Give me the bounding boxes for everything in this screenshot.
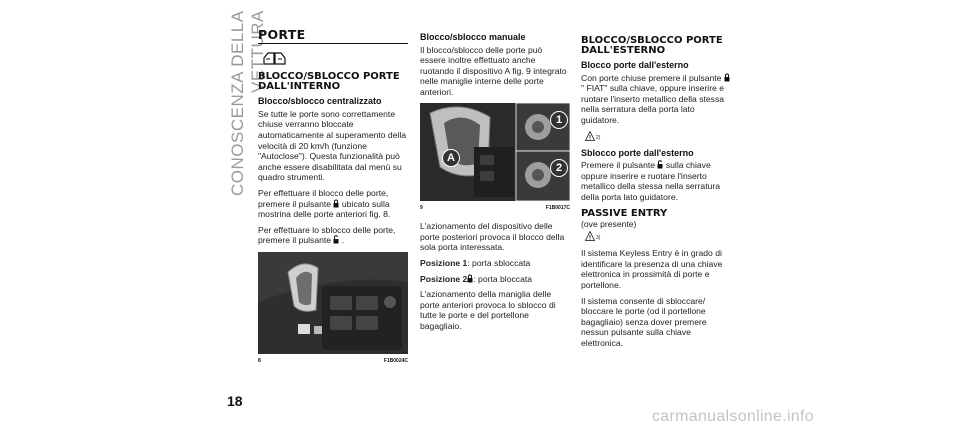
lock-outside-paragraph: [581, 73, 731, 126]
unlock-outside-paragraph: [581, 160, 731, 202]
figure-9-label-1: 1: [550, 111, 568, 129]
figure-9-label-a: A: [442, 149, 460, 167]
svg-text:!: !: [589, 135, 591, 141]
figure-8-door-panel: [258, 252, 408, 354]
position-1-label: Posizione 1: [420, 257, 468, 268]
figure-9-caption: [420, 203, 570, 214]
warning-icon: [585, 131, 601, 143]
subheading-lock-outside: Blocco porte dall'esterno: [581, 60, 689, 70]
column-2: [420, 30, 570, 337]
note-ref-2: 2): [596, 134, 601, 141]
keyless-paragraph-1: Il sistema Keyless Entry è in grado di identificare la presenza di una chiave elettronica in prossimità di porte e portellone.: [581, 248, 723, 290]
car-doors-icon: [262, 50, 408, 69]
title-rule: [258, 43, 408, 44]
subheading-manual-lock: Blocco/sblocco manuale: [420, 32, 526, 42]
unlock-icon: [657, 160, 663, 169]
unlock-outside-text-a: Premere il pulsante: [581, 160, 656, 171]
figure-8-code: F1B0024C: [383, 357, 408, 364]
subheading-central-lock: Blocco/sblocco centralizzato: [258, 96, 382, 107]
unlock-icon: [333, 235, 339, 244]
lock-paragraph: [258, 188, 408, 220]
front-handle-paragraph: L'azionamento della maniglia delle porte anteriori provoca lo sblocco di tutte le porte e del portellone bagagliaio.: [420, 289, 556, 331]
lock-icon: [724, 73, 730, 82]
lock-outside-text-b: " FIAT" sulla chiave, oppure inserire e ruotare l'inserto metallico della stessa nella serratura della porta lato guidatore.: [581, 83, 725, 125]
figure-8-caption: [258, 356, 408, 367]
section-heading-inside: BLOCCO/SBLOCCO PORTE DALL'INTERNO: [258, 71, 400, 93]
lock-icon: [333, 199, 339, 208]
column-1: [258, 27, 408, 375]
keyless-paragraph-2: Il sistema consente di sbloccare/ bloccare le porte (od il portellone bagagliaio) senza dover premere nessun pulsante sulla chiave elettronica.: [581, 295, 707, 348]
lock-text-b: ubicato sulla mostrina delle porte anteriori fig. 8.: [258, 198, 391, 220]
figure-9-code: F1B0017C: [545, 204, 570, 211]
section-heading-outside: BLOCCO/SBLOCCO PORTE DALL'ESTERNO: [581, 35, 723, 56]
page-number: 18: [227, 393, 243, 409]
column-3: [581, 30, 731, 353]
page-title: PORTE: [258, 27, 306, 42]
figure-9-label-2: 2: [550, 159, 568, 177]
position-2-label: Posizione 2: [420, 273, 468, 284]
lock-text-a: Per effettuare il blocco delle porte, premere il pulsante: [258, 187, 389, 209]
unlock-outside-text-b: sulla chiave oppure inserire e ruotare l'inserto metallico della stessa nella serratura della porta lato guidatore.: [581, 160, 720, 202]
note-ref-3: 3): [596, 235, 601, 242]
svg-text:!: !: [589, 235, 591, 242]
figure-9-number: 9: [420, 204, 423, 211]
position-1-text: : porta sbloccata: [467, 257, 531, 268]
watermark: carmanualsonline.info: [652, 408, 814, 425]
warning-icon: [585, 231, 601, 243]
manual-lock-paragraph: Il blocco/sblocco delle porte può essere inoltre effettuato anche ruotando il dispositivo A fig. 9 integrato nelle maniglie interne delle porte anteriori.: [420, 44, 567, 97]
unlock-text-a: Per effettuare lo sblocco delle porte, premere il pulsante: [258, 224, 396, 246]
figure-8-number: 8: [258, 357, 261, 364]
lock-outside-text-a: Con porte chiuse premere il pulsante: [581, 72, 722, 83]
rear-door-paragraph: L'azionamento del dispositivo delle porte posteriori provoca il blocco della sola porta interessata.: [420, 221, 565, 253]
unlock-paragraph: [258, 225, 408, 246]
section-heading-passive-entry: PASSIVE ENTRY: [581, 207, 668, 219]
unlock-text-b: .: [341, 235, 345, 246]
passive-entry-subtitle: (ove presente): [581, 218, 637, 229]
subheading-unlock-outside: Sblocco porte dall'esterno: [581, 147, 694, 158]
figure-9-door-handle: [420, 103, 570, 201]
chapter-side-title: CONOSCENZA DELLA VETTURA: [228, 10, 267, 196]
position-2: [420, 274, 570, 285]
position-2-text: : porta bloccata: [473, 273, 533, 284]
autoclose-paragraph: Se tutte le porte sono correttamente chiuse verranno bloccate automaticamente al superamento della velocità di 20 km/h (funzione "Autoclose"). Questa funzionalità può anche essere disabilitata dal menù su quadro strumenti.: [258, 108, 407, 183]
position-1: [420, 258, 570, 269]
